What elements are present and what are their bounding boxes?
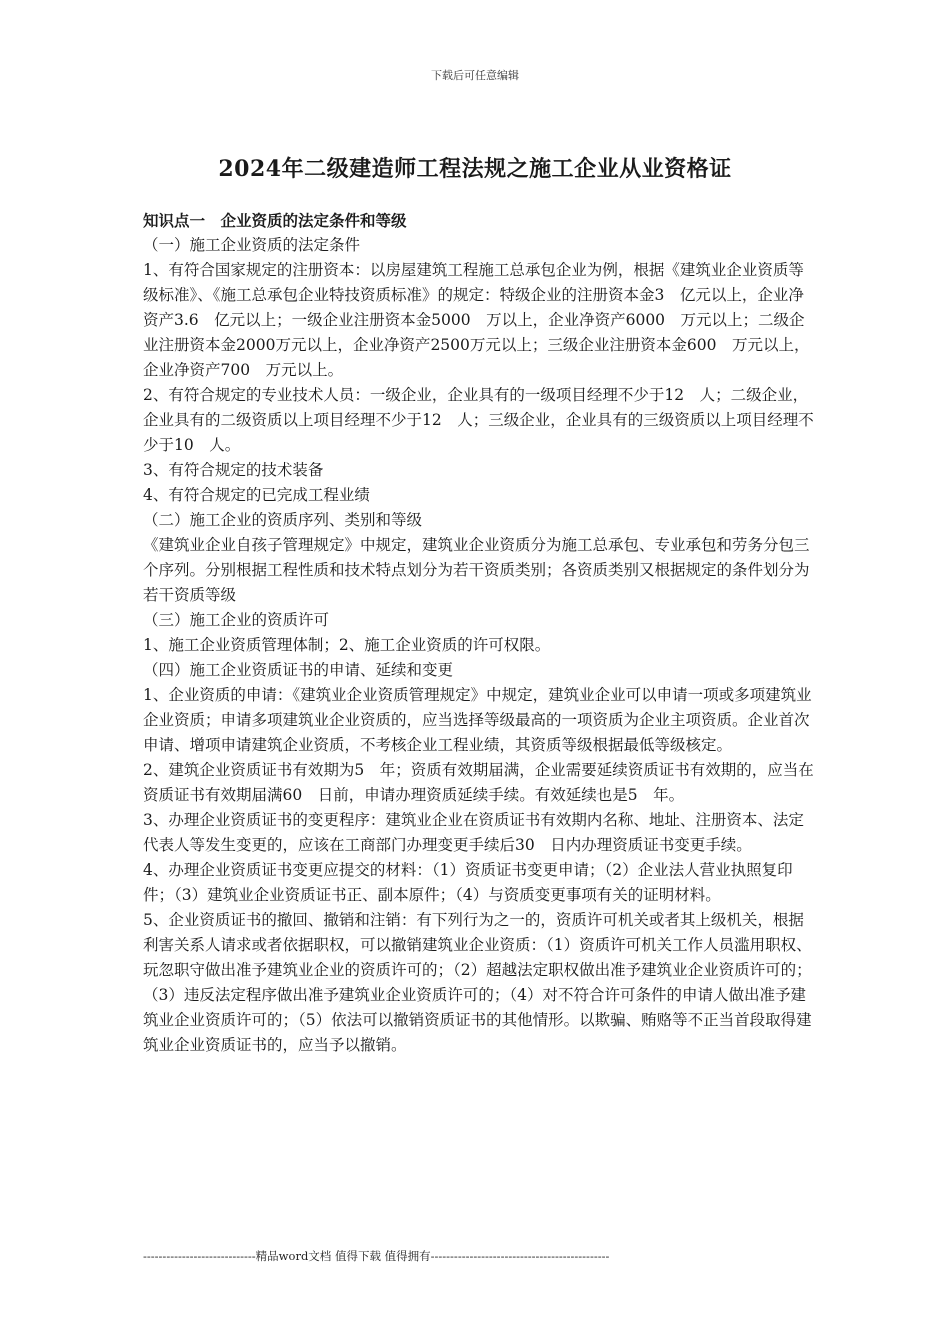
paragraph-registered-capital: 1、有符合国家规定的注册资本：以房屋建筑工程施工总承包企业为例，根据《建筑业企业资质等级标准》、《施工总承包企业特技资质标准》的规定：特级企业的注册资本金3 亿元以上，企业净资产3.6 亿元以上；一级企业注册资本金5000 万以上，企业净资产6000 万元以上；二级企业注册资本金2000万元以上，企业净资产2500万元以上；三级企业注册资本金600 万元以上，企业净资产700 万元以上。 xyxy=(143,261,810,379)
document-title: 2024年二级建造师工程法规之施工企业从业资格证 xyxy=(218,156,732,182)
paragraph-revocation: 5、企业资质证书的撤回、撤销和注销：有下列行为之一的，资质许可机关或者其上级机关，根据利害关系人请求或者依据职权，可以撤销建筑业企业资质：（1）资质许可机关工作人员滥用职权、玩忽职守做出准予建筑业企业的资质许可的；（2）超越法定职权做出准予建筑业企业资质许可的；（3）违反法定程序做出准予建筑业企业资质许可的；（4）对不符合许可条件的申请人做出准予建筑业企业资质许可的；（5）依法可以撤销资质证书的其他情形。以欺骗、贿赂等不正当首段取得建筑业企业资质证书的，应当予以撤销。 xyxy=(143,911,812,1054)
paragraph-technical-staff: 2、有符合规定的专业技术人员：一级企业，企业具有的一级项目经理不少于12 人；二级企业，企业具有的二级资质以上项目经理不少于12 人；三级企业，企业具有的三级资质以上项目经理不少于10 人。 xyxy=(143,386,814,454)
paragraph-completed-projects: 4、有符合规定的已完成工程业绩 xyxy=(143,486,370,504)
footer-note: -----------------------------精品word文档 值得下载 值得拥有---------------------------------------------- xyxy=(143,1249,610,1263)
paragraph-change-materials: 4、办理企业资质证书变更应提交的材料：（1）资质证书变更申请；（2）企业法人营业执照复印件；（3）建筑业企业资质证书正、副本原件；（4）与资质变更事项有关的证明材料。 xyxy=(143,861,793,904)
subsection-heading-3: （三）施工企业的资质许可 xyxy=(143,611,330,629)
paragraph-technical-equipment: 3、有符合规定的技术装备 xyxy=(143,461,324,479)
paragraph-qualification-sequence: 《建筑业企业自孩子管理规定》中规定，建筑业企业资质分为施工总承包、专业承包和劳务分包三个序列。分别根据工程性质和技术特点划分为若干资质类别；各资质类别又根据规定的条件划分为若干资质等级 xyxy=(143,536,810,604)
subsection-heading-2: （二）施工企业的资质序列、类别和等级 xyxy=(143,511,423,529)
document-body xyxy=(143,208,819,1058)
paragraph-application: 1、企业资质的申请：《建筑业企业资质管理规定》中规定，建筑业企业可以申请一项或多项建筑业企业资质；申请多项建筑业企业资质的，应当选择等级最高的一项资质为企业主项资质。企业首次申请、增项申请建筑企业资质，不考核企业工程业绩，其资质等级根据最低等级核定。 xyxy=(143,686,812,754)
paragraph-change-procedure: 3、办理企业资质证书的变更程序：建筑业企业在资质证书有效期内名称、地址、注册资本、法定代表人等发生变更的，应该在工商部门办理变更手续后30 日内办理资质证书变更手续。 xyxy=(143,811,804,854)
paragraph-management-system: 1、施工企业资质管理体制；2、施工企业资质的许可权限。 xyxy=(143,636,551,654)
section-heading: 知识点一 企业资质的法定条件和等级 xyxy=(143,211,407,230)
paragraph-validity: 2、建筑企业资质证书有效期为5 年；资质有效期届满，企业需要延续资质证书有效期的，应当在资质证书有效期届满60 日前，申请办理资质延续手续。有效延续也是5 年。 xyxy=(143,761,814,804)
subsection-heading-1: （一）施工企业资质的法定条件 xyxy=(143,236,361,254)
subsection-heading-4: （四）施工企业资质证书的申请、延续和变更 xyxy=(143,661,454,679)
header-note: 下载后可任意编辑 xyxy=(431,69,519,82)
